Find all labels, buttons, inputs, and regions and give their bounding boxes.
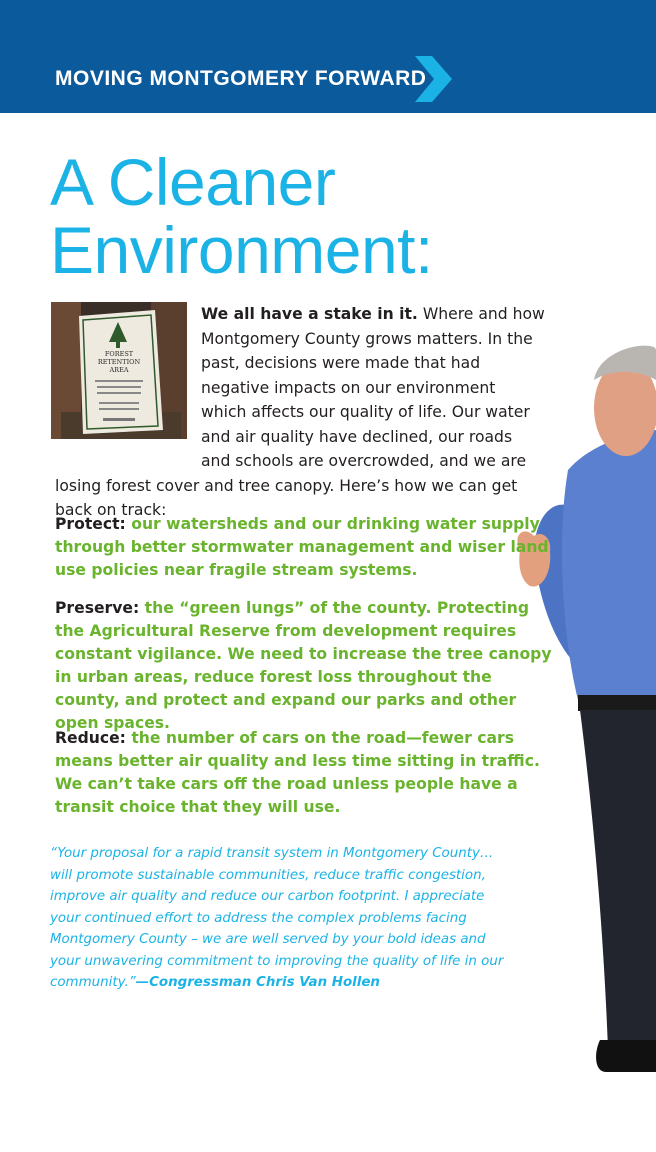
- header-bar: [0, 0, 656, 113]
- section-protect: [55, 513, 560, 582]
- quote-text: “Your proposal for a rapid transit system in Montgomery County… will promote sustainable communities, reduce traffic congestion, improve air quality and reduce our carbon footprint. I appreciate your continued effort to address the complex problems facing Montgomery County – we are well served by your bold ideas and your unwavering commitment to improving the quality of life in our community.”: [50, 846, 504, 990]
- header-title: MOVING MONTGOMERY FORWARD: [55, 67, 427, 90]
- testimonial-quote: [50, 843, 510, 994]
- section-preserve-text: the “green lungs” of the county. Protecting the Agricultural Reserve from development requires constant vigilance. We need to increase the tree canopy in urban areas, reduce forest loss throughout the county, and protect and expand our parks and other open spaces.: [55, 599, 552, 732]
- section-reduce-text: the number of cars on the road—fewer cars means better air quality and less time sitting in traffic. We can’t take cars off the road unless people have a transit choice that they will use.: [55, 729, 540, 816]
- chevron-right-icon: [412, 56, 452, 102]
- section-preserve: [55, 597, 560, 735]
- page-title: [50, 145, 433, 287]
- sign-text-line2: RETENTION: [97, 358, 141, 366]
- section-protect-label: Protect:: [55, 515, 126, 533]
- section-protect-text: our watersheds and our drinking water supply through better stormwater management and wiser land use policies near fragile stream systems.: [55, 515, 549, 579]
- intro-text: Where and how Montgomery County grows matters. In the past, decisions were made that had negative impacts on our environment which affects our quality of life. Our water and air quality have declined, our roads and schools are overcrowded, and we are losing forest cover and tree canopy. Here’s how we can get back on track:: [55, 305, 545, 519]
- section-reduce-label: Reduce:: [55, 729, 126, 747]
- intro-lead: We all have a stake in it.: [201, 305, 418, 323]
- page-title-line2: Environment:: [50, 213, 433, 287]
- section-preserve-label: Preserve:: [55, 599, 140, 617]
- section-reduce: [55, 727, 560, 819]
- sign-text-line1: FOREST: [104, 350, 134, 358]
- quote-attribution: —Congressman Chris Van Hollen: [135, 975, 380, 990]
- intro-paragraph: [55, 302, 545, 523]
- sign-text-line3: AREA: [109, 366, 129, 374]
- page-title-line1: A Cleaner: [50, 145, 336, 219]
